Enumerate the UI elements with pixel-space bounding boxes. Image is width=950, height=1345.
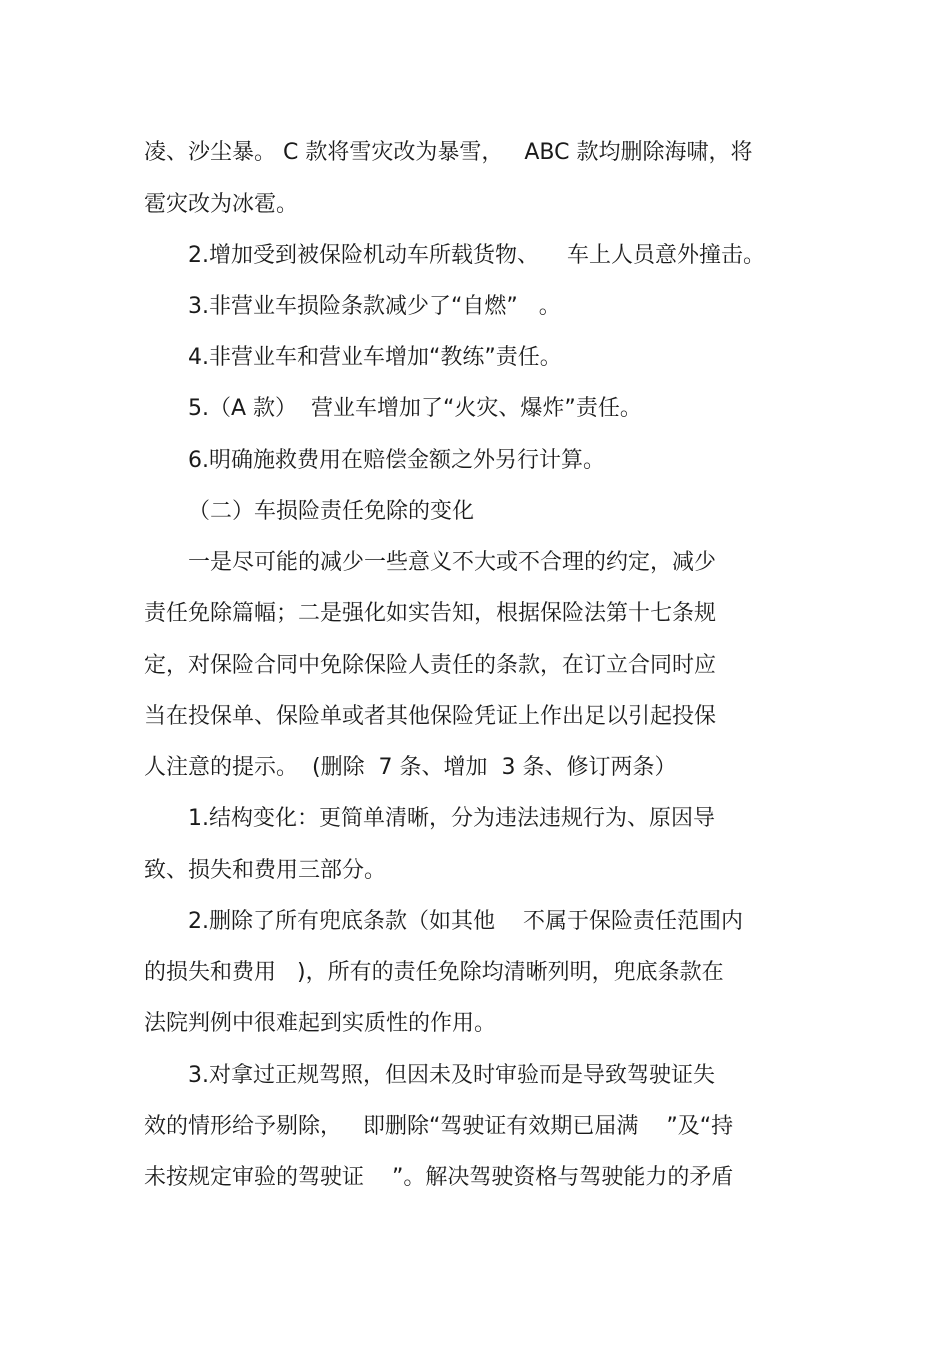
text-line-14: 1.结构变化：更简单清晰，分为违法违规行为、原因导: [188, 806, 715, 831]
text-line-11: 定，对保险合同中免除保险人责任的条款，在订立合同时应: [144, 653, 717, 678]
text-line-16: 2.删除了所有兜底条款（如其他 不属于保险责任范围内: [188, 909, 743, 934]
text-line-10: 责任免除篇幅；二是强化如实告知，根据保险法第十七条规: [144, 601, 717, 626]
text-line-19: 3.对拿过正规驾照，但因未及时审验而是导致驾驶证失: [188, 1063, 715, 1088]
text-line-5: 4.非营业车和营业车增加“教练”责任。: [188, 345, 562, 370]
text-line-12: 当在投保单、保险单或者其他保险凭证上作出足以引起投保: [144, 704, 717, 729]
text-line-7: 6.明确施救费用在赔偿金额之外另行计算。: [188, 448, 605, 473]
text-line-21: 未按规定审验的驾驶证 ”。解决驾驶资格与驾驶能力的矛盾: [144, 1165, 734, 1190]
section-heading: （二）车损险责任免除的变化: [188, 499, 475, 524]
text-line-15: 致、损失和费用三部分。: [144, 858, 387, 883]
text-line-2: 雹灾改为冰雹。: [144, 192, 299, 217]
text-line-17: 的损失和费用 )，所有的责任免除均清晰列明，兜底条款在: [144, 960, 724, 985]
text-line-4: 3.非营业车损险条款减少了“自燃” 。: [188, 294, 561, 319]
text-line-13: 人注意的提示。 (删除 7 条、增加 3 条、修订两条）: [144, 755, 677, 780]
text-line-9: 一是尽可能的减少一些意义不大或不合理的约定，减少: [188, 550, 717, 575]
text-line-18: 法院判例中很难起到实质性的作用。: [144, 1011, 497, 1036]
text-line-3: 2.增加受到被保险机动车所载货物、 车上人员意外撞击。: [188, 243, 765, 268]
text-line-1: 凌、沙尘暴。 C 款将雪灾改为暴雪， ABC 款均删除海啸，将: [144, 140, 753, 165]
text-line-6: 5.（A 款） 营业车增加了“火灾、爆炸”责任。: [188, 396, 642, 421]
text-line-20: 效的情形给予剔除， 即删除“驾驶证有效期已届满 ”及“持: [144, 1114, 734, 1139]
